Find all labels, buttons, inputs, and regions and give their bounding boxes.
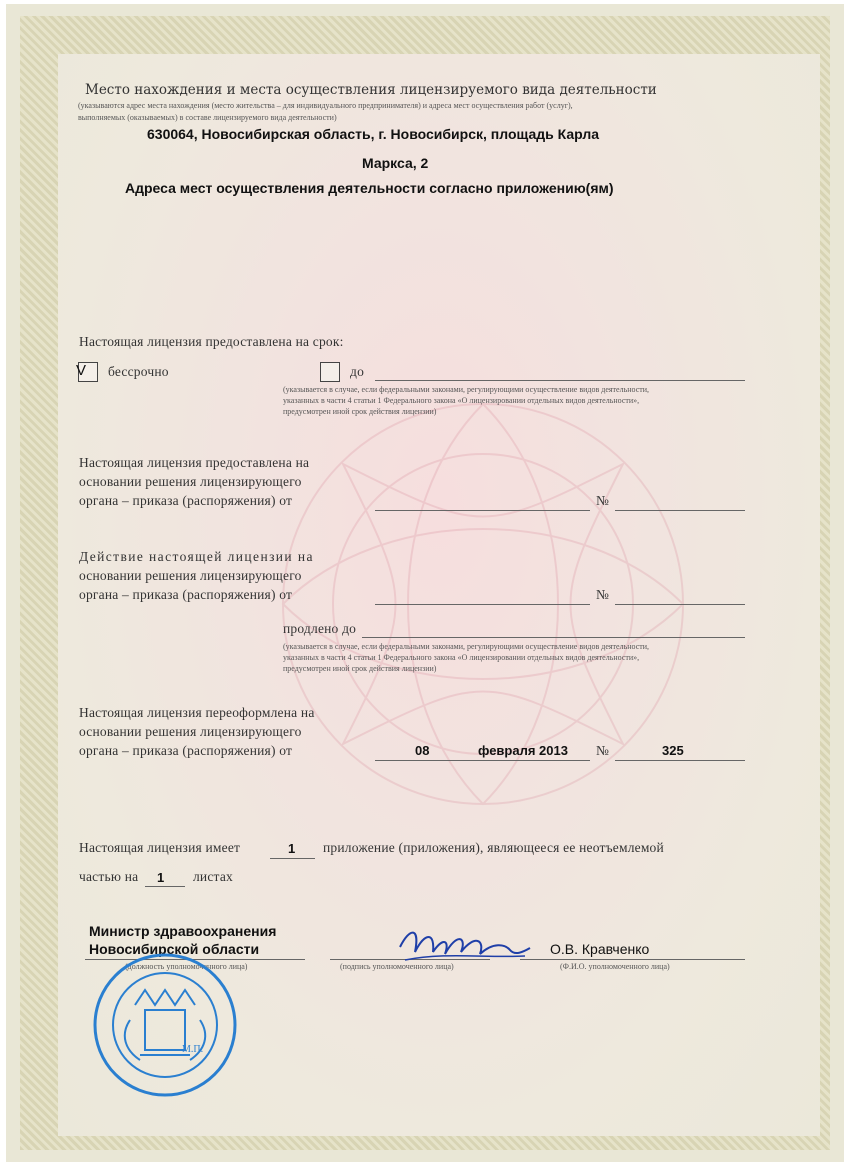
official-seal [90,950,240,1100]
appendix-addresses: Адреса мест осуществления деятельности согласно приложению(ям) [125,180,614,196]
extended-until-label: продлено до [283,621,357,636]
until-checkbox [320,362,340,382]
sheets-count-line [145,886,185,887]
reissue-line-2: основании решения лицензирующего [79,724,302,739]
reissue-day: 08 [415,743,430,758]
term-note-3: предусмотрен иной срок действия лицензии) [283,407,437,416]
until-label: до [350,364,365,379]
name-caption: (Ф.И.О. уполномоченного лица) [560,962,670,971]
extension-line-2: основании решения лицензирующего [79,568,302,583]
location-note-2: выполняемых (оказываемых) в составе лицензируемого вида деятельности) [78,113,337,122]
attachment-part-prefix: частью на [79,869,139,884]
attachment-prefix: Настоящая лицензия имеет [79,840,241,855]
extension-date-line [375,604,590,605]
basis-line-1: Настоящая лицензия предоставлена на [79,455,310,470]
extended-date-line [362,637,745,638]
extension-note-1: (указывается в случае, если федеральными законами, регулирующими осуществление видов деятельности, [283,642,650,651]
seal-mark: М.П. [182,1044,204,1055]
reissue-line-3: органа – приказа (распоряжения) от [79,743,293,758]
attachment-count: 1 [288,841,296,856]
attachment-sheets-label: листах [193,869,233,884]
until-date-line [375,380,745,381]
basis-number-line [615,510,745,511]
attachment-count-line [270,858,315,859]
official-name: О.В. Кравченко [550,941,650,957]
attachment-suffix: приложение (приложения), являющееся ее неотъемлемой [323,840,664,855]
address-line-1: 630064, Новосибирская область, г. Новосибирск, площадь Карла [147,126,600,142]
extension-note-2: указанных в части 4 статьи 1 Федерального закона «О лицензировании отдельных видов деятельности», [283,653,640,662]
attachment-sheets-count: 1 [157,870,165,885]
handwritten-signature [395,922,535,967]
reissue-month-year: февраля 2013 [478,743,568,758]
reissue-line-1: Настоящая лицензия переоформлена на [79,705,315,720]
extension-line-1: Действие настоящей лицензии на [79,549,314,564]
official-position-line-1: Министр здравоохранения [89,923,277,939]
location-heading: Место нахождения и места осуществления лицензируемого вида деятельности [85,82,657,98]
official-position-line-2: Новосибирской области [89,941,260,957]
reissue-date-line [375,760,590,761]
basis-line-2: основании решения лицензирующего [79,474,302,489]
address-line-2: Маркса, 2 [362,155,429,171]
unlimited-checkbox [78,362,98,382]
extension-line-3: органа – приказа (распоряжения) от [79,587,293,602]
reissue-number-line [615,760,745,761]
term-note-2: указанных в части 4 статьи 1 Федерального закона «О лицензировании отдельных видов деятельности», [283,396,640,405]
basis-date-line [375,510,590,511]
check-mark: V [76,362,87,379]
basis-number-sign: № [596,493,610,508]
extension-number-sign: № [596,587,610,602]
basis-line-3: органа – приказа (распоряжения) от [79,493,293,508]
term-note-1: (указывается в случае, если федеральными законами, регулирующими осуществление видов деятельности, [283,385,650,394]
name-line [520,959,745,960]
unlimited-label: бессрочно [108,364,169,379]
position-caption: (должность уполномоченного лица) [125,962,248,971]
signature-caption: (подпись уполномоченного лица) [340,962,454,971]
reissue-number: 325 [662,743,684,758]
extension-note-3: предусмотрен иной срок действия лицензии) [283,664,437,673]
reissue-number-sign: № [596,743,610,758]
term-heading: Настоящая лицензия предоставлена на срок: [79,334,344,349]
extension-number-line [615,604,745,605]
location-note-1: (указываются адрес места нахождения (место жительства – для индивидуального предпринимателя) и адреса мест осуществления работ (услуг), [78,101,573,110]
